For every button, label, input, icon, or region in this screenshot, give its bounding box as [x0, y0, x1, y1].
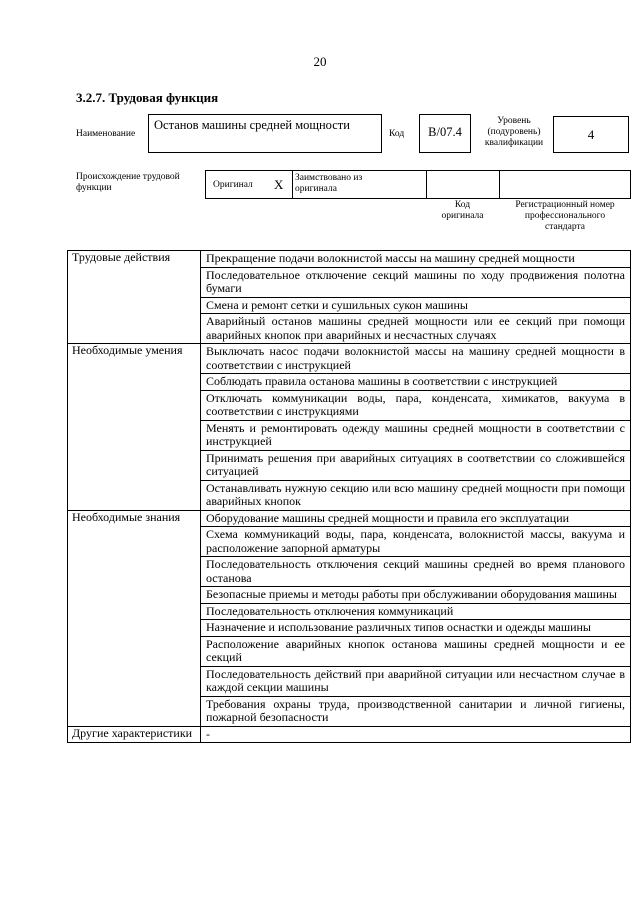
reg-caption-line2: профессионального [524, 211, 606, 221]
labor-function-table [67, 250, 631, 743]
name-label: Наименование [76, 129, 136, 139]
category-cell: Другие характеристики [68, 726, 201, 743]
origin-label [76, 172, 202, 194]
page-number: 20 [313, 54, 327, 69]
level-value-box: 4 [553, 116, 629, 153]
item-cell: Последовательность отключения коммуникаций [201, 603, 631, 620]
table-row [68, 251, 631, 268]
origin-code-cell [427, 171, 500, 198]
table-row [68, 344, 631, 374]
item-cell: Прекращение подачи волокнистой массы на машину средней мощности [201, 251, 631, 268]
code-value-box: B/07.4 [419, 114, 471, 153]
item-cell: Последовательное отключение секций машины по ходу продвижения полотна бумаги [201, 267, 631, 297]
item-cell: Последовательность отключения секций машины средней во время планового останова [201, 557, 631, 587]
origin-label-line1: Происхождение трудовой [76, 172, 180, 182]
item-cell: Расположение аварийных кнопок останова машины средней мощности и ее секций [201, 636, 631, 666]
level-label-line2: (подуровень) [487, 127, 541, 137]
item-cell: Последовательность действий при аварийной ситуации или несчастном случае в каждой секции машины [201, 666, 631, 696]
category-cell: Трудовые действия [68, 251, 201, 344]
category-cell: Необходимые умения [68, 344, 201, 511]
item-cell: Схема коммуникаций воды, пара, конденсата, волокнистой массы, вакуума и расположение запорной арматуры [201, 527, 631, 557]
origin-label-line2: функции [76, 183, 112, 193]
labor-function-table-body [68, 251, 631, 743]
borrowed-label-line1: Заимствовано из [295, 173, 363, 183]
item-cell: Назначение и использование различных типов оснастки и одежды машины [201, 620, 631, 637]
code-original-caption [426, 200, 499, 222]
original-label: Оригинал [213, 180, 253, 190]
reg-number-caption [499, 200, 631, 233]
item-cell: - [201, 726, 631, 743]
code-label: Код [389, 129, 405, 139]
reg-caption-line3: стандарта [545, 222, 585, 232]
original-mark: X [274, 177, 284, 192]
item-cell: Выключать насос подачи волокнистой массы на машину средней мощности в соответствии с инструкцией [201, 344, 631, 374]
item-cell: Принимать решения при аварийных ситуациях в соответствии со сложившейся ситуацией [201, 450, 631, 480]
code-caption-line2: оригинала [441, 211, 484, 221]
item-cell: Требования охраны труда, производственной санитарии и личной гигиены, пожарной безопасности [201, 696, 631, 726]
item-cell: Менять и ремонтировать одежду машины средней мощности в соответствии с инструкцией [201, 420, 631, 450]
item-cell: Отключать коммуникации воды, пара, конденсата, химикатов, вакуума в соответствии с инструкциями [201, 390, 631, 420]
item-cell: Безопасные приемы и методы работы при обслуживании оборудования машины [201, 587, 631, 604]
item-cell: Останавливать нужную секцию или всю машину средней мощности при помощи аварийных кнопок [201, 480, 631, 510]
item-cell: Оборудование машины средней мощности и правила его эксплуатации [201, 510, 631, 527]
table-row [68, 726, 631, 743]
item-cell: Соблюдать правила останова машины в соответствии с инструкцией [201, 374, 631, 391]
origin-borrowed-cell [293, 171, 427, 198]
function-name-box: Останов машины средней мощности [148, 114, 382, 153]
category-cell: Необходимые знания [68, 510, 201, 726]
borrowed-label [295, 173, 362, 195]
table-row [68, 510, 631, 527]
code-caption-line1: Код [454, 200, 471, 210]
origin-reg-cell [500, 171, 630, 198]
item-cell: Смена и ремонт сетки и сушильных сукон машины [201, 297, 631, 314]
origin-table [205, 170, 631, 199]
section-title: 3.2.7. Трудовая функция [76, 90, 219, 105]
reg-caption-line1: Регистрационный номер [515, 200, 615, 210]
origin-original-cell [206, 171, 293, 198]
level-label-line3: квалификации [484, 138, 544, 148]
level-label [477, 116, 551, 149]
item-cell: Аварийный останов машины средней мощности или ее секций при помощи аварийных кнопок при аварийных и несчастных случаях [201, 314, 631, 344]
level-label-line1: Уровень [497, 116, 531, 126]
borrowed-label-line2: оригинала [295, 184, 337, 194]
